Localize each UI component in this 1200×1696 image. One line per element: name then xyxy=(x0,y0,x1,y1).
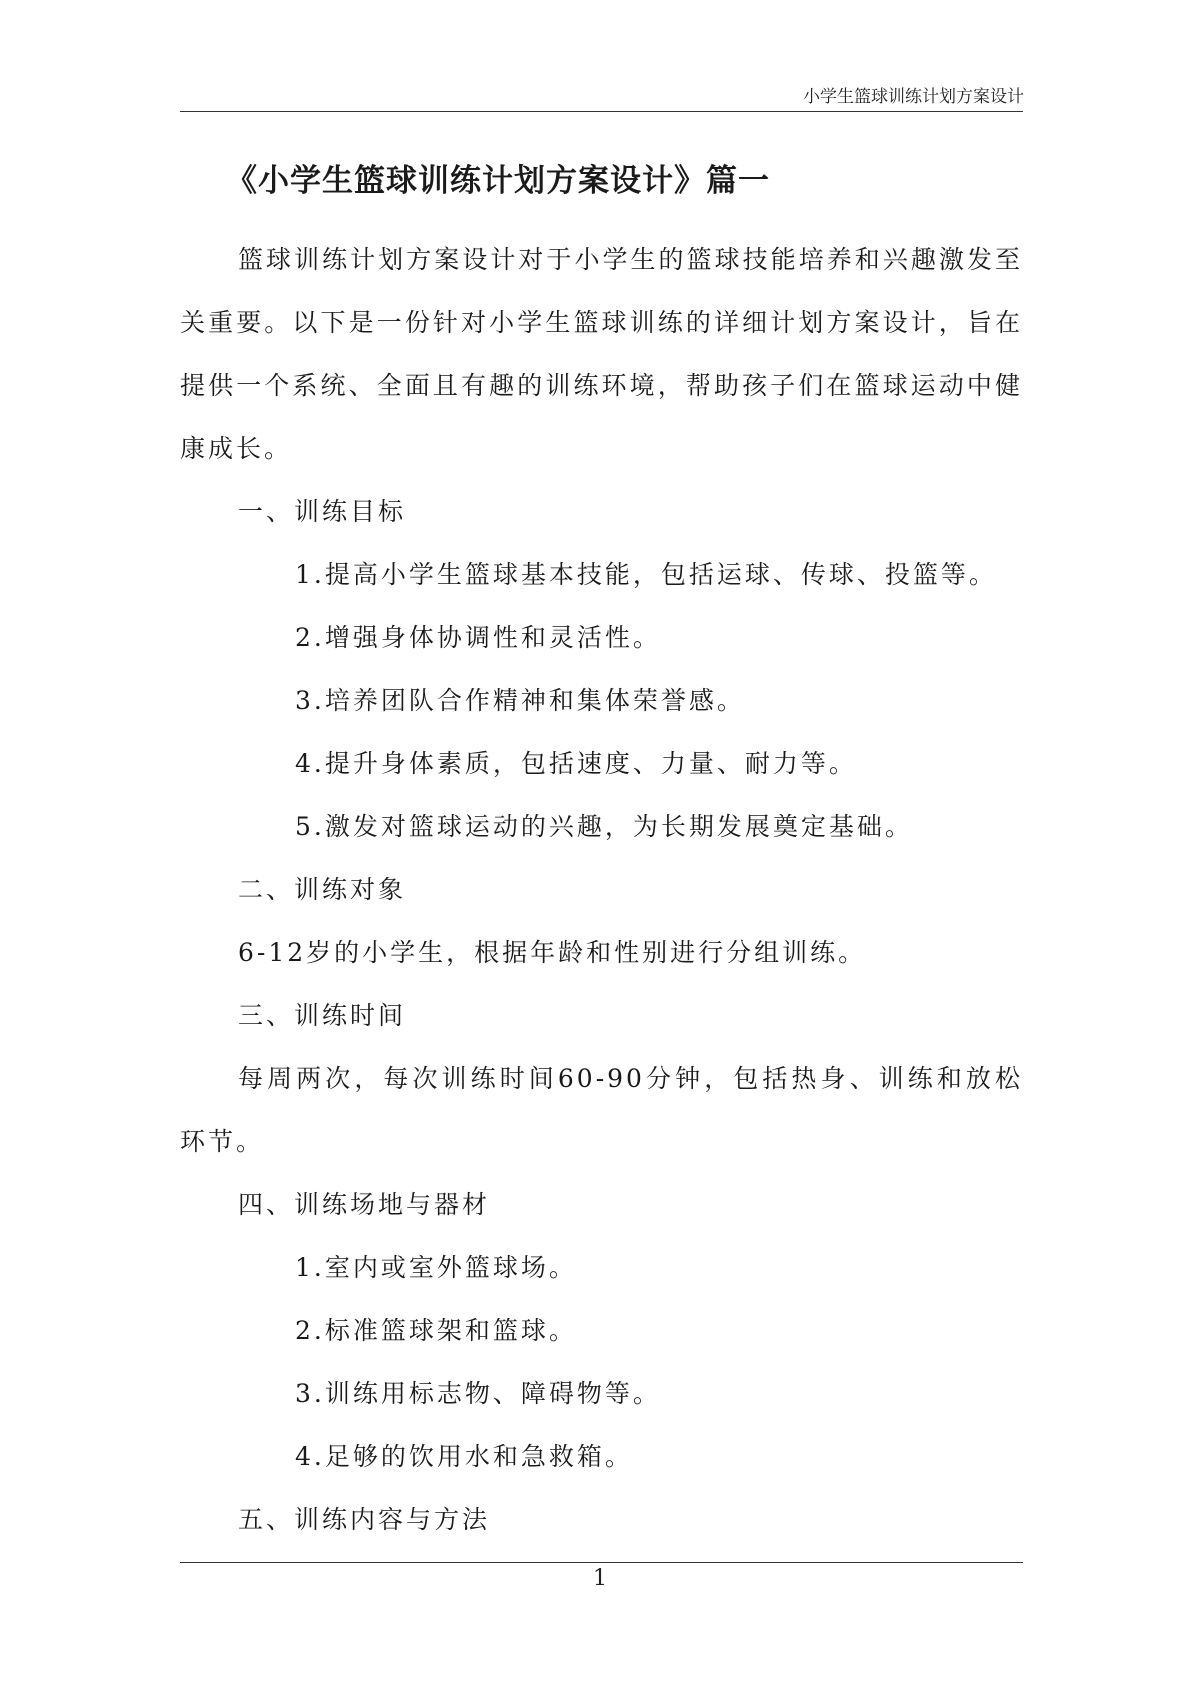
running-header: 小学生篮球训练计划方案设计 xyxy=(803,87,1024,107)
section-heading-schedule: 三、训练时间 xyxy=(238,1001,407,1030)
intro-paragraph: 篮球训练计划方案设计对于小学生的篮球技能培养和兴趣激发至关重要。以下是一份针对小学生篮球训练的详细计划方案设计，旨在提供一个系统、全面且有趣的训练环境，帮助孩子们在篮球运动中健康成长。 xyxy=(180,245,1023,463)
goal-item: 2.增强身体协调性和灵活性。 xyxy=(295,623,661,652)
header-rule xyxy=(180,111,1023,112)
section-heading-venue: 四、训练场地与器材 xyxy=(238,1190,491,1219)
footer-rule xyxy=(180,1562,1023,1563)
section-heading-content: 五、训练内容与方法 xyxy=(238,1505,491,1534)
section-heading-goals: 一、训练目标 xyxy=(238,497,407,526)
goal-item: 4.提升身体素质，包括速度、力量、耐力等。 xyxy=(295,749,857,778)
venue-item: 3.训练用标志物、障碍物等。 xyxy=(295,1379,661,1408)
venue-item: 1.室内或室外篮球场。 xyxy=(295,1253,577,1282)
venue-item: 2.标准篮球架和篮球。 xyxy=(295,1316,577,1345)
goal-item: 1.提高小学生篮球基本技能，包括运球、传球、投篮等。 xyxy=(295,560,997,589)
venue-item: 4.足够的饮用水和急救箱。 xyxy=(295,1442,633,1471)
goal-item: 5.激发对篮球运动的兴趣，为长期发展奠定基础。 xyxy=(295,812,913,841)
schedule-text: 每周两次，每次训练时间60-90分钟，包括热身、训练和放松环节。 xyxy=(180,1064,1023,1156)
section-heading-audience: 二、训练对象 xyxy=(238,875,407,904)
audience-text: 6-12岁的小学生，根据年龄和性别进行分组训练。 xyxy=(238,938,867,967)
document-title: 《小学生篮球训练计划方案设计》篇一 xyxy=(226,163,770,199)
document-body xyxy=(180,228,1023,1551)
goal-item: 3.培养团队合作精神和集体荣誉感。 xyxy=(295,686,745,715)
page-number: 1 xyxy=(593,1566,607,1591)
